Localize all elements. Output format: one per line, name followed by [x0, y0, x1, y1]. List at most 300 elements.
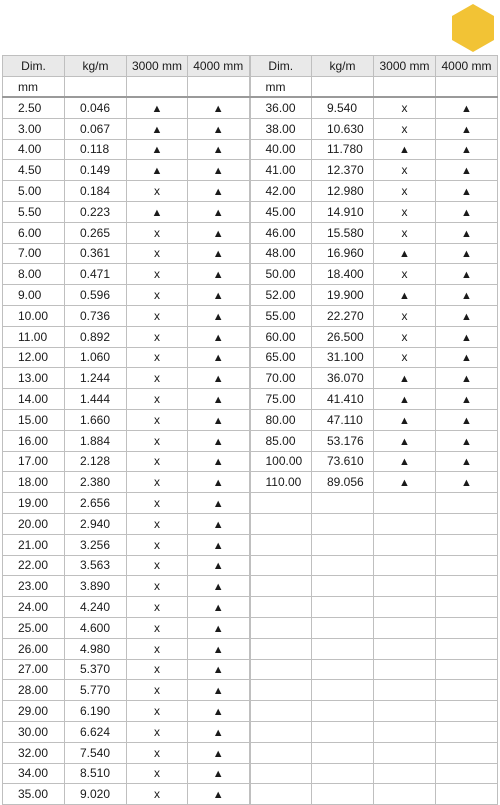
table-row — [3, 326, 498, 347]
length-4000-cell — [188, 659, 250, 680]
dim-cell: 32.00 — [3, 742, 65, 763]
table-row — [3, 680, 498, 701]
dim-cell: 70.00 — [250, 368, 312, 389]
unit-empty — [436, 77, 498, 98]
kg-per-m-cell: 0.265 — [65, 222, 127, 243]
length-3000-cell — [127, 638, 188, 659]
dim-cell: 35.00 — [3, 784, 65, 805]
length-4000-cell — [188, 409, 250, 430]
x-unavailable-mark: x — [154, 600, 160, 615]
length-3000-cell — [127, 784, 188, 805]
x-unavailable-mark: x — [154, 433, 160, 448]
triangle-available-icon: ▲ — [212, 123, 224, 136]
dim-cell — [250, 701, 312, 722]
kg-per-m-cell: 18.400 — [312, 264, 374, 285]
kg-per-m-cell: 31.100 — [312, 347, 374, 368]
dim-cell: 42.00 — [250, 181, 312, 202]
length-3000-cell — [127, 472, 188, 493]
table-row — [3, 493, 498, 514]
dim-cell — [250, 638, 312, 659]
length-3000-cell — [374, 701, 436, 722]
dim-cell: 60.00 — [250, 326, 312, 347]
length-3000-cell — [374, 201, 436, 222]
kg-per-m-cell: 0.471 — [65, 264, 127, 285]
kg-per-m-cell: 2.656 — [65, 493, 127, 514]
triangle-available-icon: ▲ — [461, 435, 472, 448]
x-unavailable-mark: x — [154, 662, 160, 677]
x-unavailable-mark: x — [154, 246, 160, 261]
triangle-available-icon: ▲ — [399, 248, 410, 261]
header-dim: Dim. — [3, 56, 65, 77]
dim-cell: 10.00 — [3, 305, 65, 326]
length-3000-cell — [374, 493, 436, 514]
length-4000-cell — [188, 742, 250, 763]
kg-per-m-cell — [312, 742, 374, 763]
length-4000-cell — [188, 763, 250, 784]
dim-cell: 15.00 — [3, 409, 65, 430]
length-3000-cell — [127, 389, 188, 410]
length-3000-cell — [374, 742, 436, 763]
table-row — [3, 118, 498, 139]
length-3000-cell — [374, 305, 436, 326]
length-4000-cell — [436, 181, 498, 202]
triangle-available-icon: ▲ — [212, 352, 224, 365]
length-4000-cell — [436, 721, 498, 742]
length-3000-cell — [374, 160, 436, 181]
length-3000-cell — [127, 430, 188, 451]
length-4000-cell — [436, 451, 498, 472]
length-4000-cell — [188, 513, 250, 534]
dim-cell: 24.00 — [3, 597, 65, 618]
dim-cell: 25.00 — [3, 617, 65, 638]
kg-per-m-cell: 4.600 — [65, 617, 127, 638]
kg-per-m-cell — [312, 576, 374, 597]
triangle-available-icon: ▲ — [212, 165, 224, 178]
triangle-available-icon: ▲ — [212, 456, 224, 469]
dim-cell: 13.00 — [3, 368, 65, 389]
length-4000-cell — [436, 285, 498, 306]
kg-per-m-cell: 41.410 — [312, 389, 374, 410]
x-unavailable-mark: x — [401, 184, 408, 199]
length-3000-cell — [127, 181, 188, 202]
x-unavailable-mark: x — [154, 454, 160, 469]
triangle-available-icon: ▲ — [461, 144, 472, 157]
kg-per-m-cell — [312, 701, 374, 722]
triangle-available-icon: ▲ — [399, 435, 410, 448]
unit-row — [3, 77, 498, 98]
kg-per-m-cell: 1.884 — [65, 430, 127, 451]
kg-per-m-cell — [312, 555, 374, 576]
triangle-available-icon: ▲ — [212, 477, 224, 490]
triangle-available-icon: ▲ — [212, 622, 224, 635]
triangle-available-icon: ▲ — [461, 165, 472, 178]
dim-cell: 27.00 — [3, 659, 65, 680]
triangle-available-icon: ▲ — [461, 123, 472, 136]
table-row — [3, 763, 498, 784]
triangle-available-icon: ▲ — [212, 144, 224, 157]
kg-per-m-cell: 0.223 — [65, 201, 127, 222]
unit-label: mm — [250, 77, 312, 98]
length-4000-cell — [188, 222, 250, 243]
kg-per-m-cell — [312, 680, 374, 701]
kg-per-m-cell: 89.056 — [312, 472, 374, 493]
length-4000-cell — [436, 555, 498, 576]
triangle-available-icon: ▲ — [461, 102, 472, 115]
header-4000mm: 4000 mm — [188, 56, 250, 77]
dim-cell: 30.00 — [3, 721, 65, 742]
x-unavailable-mark: x — [154, 766, 160, 781]
kg-per-m-cell: 8.510 — [65, 763, 127, 784]
triangle-available-icon: ▲ — [212, 706, 224, 718]
triangle-available-icon: ▲ — [461, 456, 472, 469]
dim-cell: 38.00 — [250, 118, 312, 139]
kg-per-m-cell: 3.256 — [65, 534, 127, 555]
dim-cell: 41.00 — [250, 160, 312, 181]
triangle-available-icon: ▲ — [212, 269, 224, 282]
length-3000-cell — [127, 555, 188, 576]
table-row — [3, 784, 498, 805]
length-4000-cell — [188, 493, 250, 514]
dim-cell: 50.00 — [250, 264, 312, 285]
length-4000-cell — [188, 285, 250, 306]
triangle-available-icon: ▲ — [212, 373, 224, 386]
length-4000-cell — [188, 721, 250, 742]
x-unavailable-mark: x — [154, 288, 160, 303]
triangle-available-icon: ▲ — [212, 726, 224, 739]
length-3000-cell — [127, 534, 188, 555]
table-row — [3, 638, 498, 659]
dim-cell: 9.00 — [3, 285, 65, 306]
dim-cell — [250, 534, 312, 555]
length-3000-cell — [374, 264, 436, 285]
triangle-available-icon: ▲ — [461, 331, 472, 344]
triangle-available-icon: ▲ — [212, 102, 224, 115]
x-unavailable-mark: x — [154, 516, 160, 531]
kg-per-m-cell: 47.110 — [312, 409, 374, 430]
table-row — [3, 701, 498, 722]
length-3000-cell — [374, 721, 436, 742]
triangle-available-icon: ▲ — [461, 269, 472, 282]
length-3000-cell — [127, 326, 188, 347]
length-4000-cell — [188, 181, 250, 202]
unit-empty — [188, 77, 250, 98]
length-4000-cell — [436, 493, 498, 514]
dim-cell: 36.00 — [250, 97, 312, 118]
table-row — [3, 534, 498, 555]
kg-per-m-cell: 73.610 — [312, 451, 374, 472]
triangle-available-icon: ▲ — [212, 435, 224, 448]
kg-per-m-cell: 1.660 — [65, 409, 127, 430]
length-3000-cell — [374, 576, 436, 597]
dim-cell: 12.00 — [3, 347, 65, 368]
x-unavailable-mark: x — [154, 683, 160, 698]
triangle-available-icon: ▲ — [151, 144, 163, 157]
length-4000-cell — [436, 534, 498, 555]
triangle-available-icon: ▲ — [212, 498, 224, 511]
kg-per-m-cell: 9.020 — [65, 784, 127, 805]
x-unavailable-mark: x — [154, 329, 160, 344]
length-4000-cell — [436, 576, 498, 597]
dim-cell — [250, 493, 312, 514]
table-row — [3, 659, 498, 680]
length-3000-cell — [374, 451, 436, 472]
length-3000-cell — [127, 201, 188, 222]
triangle-available-icon: ▲ — [212, 186, 224, 199]
table-row — [3, 409, 498, 430]
x-unavailable-mark: x — [154, 371, 160, 386]
kg-per-m-cell: 0.149 — [65, 160, 127, 181]
kg-per-m-cell: 0.596 — [65, 285, 127, 306]
triangle-available-icon: ▲ — [212, 768, 224, 781]
triangle-available-icon: ▲ — [461, 373, 472, 386]
length-4000-cell — [188, 139, 250, 160]
dim-cell: 3.00 — [3, 118, 65, 139]
x-unavailable-mark: x — [154, 537, 160, 552]
kg-per-m-cell — [312, 721, 374, 742]
x-unavailable-mark: x — [154, 641, 160, 656]
hexagon-icon — [450, 3, 496, 53]
triangle-available-icon: ▲ — [461, 227, 472, 240]
kg-per-m-cell: 12.980 — [312, 181, 374, 202]
triangle-available-icon: ▲ — [461, 186, 472, 199]
dim-cell: 5.50 — [3, 201, 65, 222]
length-3000-cell — [374, 617, 436, 638]
length-4000-cell — [436, 472, 498, 493]
kg-per-m-cell: 0.067 — [65, 118, 127, 139]
length-4000-cell — [188, 680, 250, 701]
dim-cell — [250, 742, 312, 763]
x-unavailable-mark: x — [154, 350, 160, 365]
length-3000-cell — [127, 721, 188, 742]
length-4000-cell — [188, 617, 250, 638]
triangle-available-icon: ▲ — [461, 394, 472, 407]
triangle-available-icon: ▲ — [212, 560, 224, 573]
length-4000-cell — [436, 659, 498, 680]
unit-empty — [374, 77, 436, 98]
length-4000-cell — [436, 160, 498, 181]
x-unavailable-mark: x — [154, 412, 160, 427]
length-4000-cell — [188, 97, 250, 118]
kg-per-m-cell: 16.960 — [312, 243, 374, 264]
header-4000mm: 4000 mm — [436, 56, 498, 77]
table-row — [3, 742, 498, 763]
kg-per-m-cell: 2.128 — [65, 451, 127, 472]
table-row — [3, 201, 498, 222]
x-unavailable-mark: x — [154, 745, 160, 760]
length-3000-cell — [127, 409, 188, 430]
triangle-available-icon: ▲ — [212, 331, 224, 344]
triangle-available-icon: ▲ — [212, 394, 224, 407]
triangle-available-icon: ▲ — [399, 414, 410, 427]
length-3000-cell — [374, 659, 436, 680]
length-3000-cell — [127, 659, 188, 680]
length-4000-cell — [436, 597, 498, 618]
dim-cell — [250, 576, 312, 597]
length-3000-cell — [374, 285, 436, 306]
dim-cell — [250, 659, 312, 680]
kg-per-m-cell: 0.736 — [65, 305, 127, 326]
table-row — [3, 472, 498, 493]
triangle-available-icon: ▲ — [399, 373, 410, 386]
table-row — [3, 368, 498, 389]
length-3000-cell — [374, 513, 436, 534]
length-4000-cell — [436, 222, 498, 243]
triangle-available-icon: ▲ — [212, 685, 224, 698]
length-4000-cell — [188, 368, 250, 389]
kg-per-m-cell: 5.370 — [65, 659, 127, 680]
length-4000-cell — [188, 597, 250, 618]
table-row — [3, 347, 498, 368]
dim-cell: 40.00 — [250, 139, 312, 160]
dim-cell: 7.00 — [3, 243, 65, 264]
triangle-available-icon: ▲ — [212, 581, 224, 594]
table-row — [3, 617, 498, 638]
kg-per-m-cell: 3.890 — [65, 576, 127, 597]
triangle-available-icon: ▲ — [212, 789, 224, 802]
dim-cell: 29.00 — [3, 701, 65, 722]
length-4000-cell — [436, 701, 498, 722]
length-4000-cell — [436, 201, 498, 222]
length-4000-cell — [436, 97, 498, 118]
triangle-available-icon: ▲ — [212, 643, 224, 656]
dim-cell: 48.00 — [250, 243, 312, 264]
length-4000-cell — [188, 243, 250, 264]
unit-empty — [312, 77, 374, 98]
length-4000-cell — [188, 264, 250, 285]
triangle-available-icon: ▲ — [212, 414, 224, 427]
dim-cell: 14.00 — [3, 389, 65, 410]
triangle-available-icon: ▲ — [151, 102, 163, 115]
dim-cell: 16.00 — [3, 430, 65, 451]
kg-per-m-cell: 2.380 — [65, 472, 127, 493]
length-3000-cell — [374, 347, 436, 368]
table-row — [3, 160, 498, 181]
triangle-available-icon: ▲ — [151, 165, 163, 178]
length-4000-cell — [188, 160, 250, 181]
length-3000-cell — [374, 555, 436, 576]
triangle-available-icon: ▲ — [461, 352, 472, 365]
length-3000-cell — [127, 285, 188, 306]
length-3000-cell — [374, 97, 436, 118]
length-3000-cell — [127, 243, 188, 264]
table-row — [3, 181, 498, 202]
kg-per-m-cell: 0.118 — [65, 139, 127, 160]
length-3000-cell — [127, 451, 188, 472]
length-4000-cell — [188, 430, 250, 451]
triangle-available-icon: ▲ — [461, 248, 472, 261]
kg-per-m-cell: 4.980 — [65, 638, 127, 659]
length-4000-cell — [436, 389, 498, 410]
length-3000-cell — [127, 701, 188, 722]
length-4000-cell — [188, 638, 250, 659]
x-unavailable-mark: x — [154, 579, 160, 594]
triangle-available-icon: ▲ — [212, 518, 224, 531]
triangle-available-icon: ▲ — [212, 602, 224, 615]
table-row — [3, 243, 498, 264]
dim-cell — [250, 721, 312, 742]
length-3000-cell — [127, 305, 188, 326]
table-row — [3, 389, 498, 410]
kg-per-m-cell — [312, 617, 374, 638]
dim-cell: 4.00 — [3, 139, 65, 160]
x-unavailable-mark: x — [154, 392, 160, 407]
x-unavailable-mark: x — [154, 475, 160, 490]
length-4000-cell — [436, 430, 498, 451]
length-3000-cell — [374, 222, 436, 243]
length-3000-cell — [374, 430, 436, 451]
length-4000-cell — [188, 389, 250, 410]
length-3000-cell — [374, 409, 436, 430]
kg-per-m-cell: 2.940 — [65, 513, 127, 534]
kg-per-m-cell — [312, 597, 374, 618]
triangle-available-icon: ▲ — [151, 206, 163, 219]
length-4000-cell — [188, 451, 250, 472]
length-3000-cell — [374, 139, 436, 160]
length-3000-cell — [374, 368, 436, 389]
table-row — [3, 305, 498, 326]
table-row — [3, 285, 498, 306]
table-row — [3, 97, 498, 118]
unit-empty — [65, 77, 127, 98]
kg-per-m-cell: 19.900 — [312, 285, 374, 306]
length-4000-cell — [436, 347, 498, 368]
dim-cell: 75.00 — [250, 389, 312, 410]
dim-cell: 4.50 — [3, 160, 65, 181]
length-3000-cell — [374, 243, 436, 264]
length-4000-cell — [436, 763, 498, 784]
length-4000-cell — [436, 680, 498, 701]
kg-per-m-cell: 12.370 — [312, 160, 374, 181]
x-unavailable-mark: x — [401, 350, 408, 365]
kg-per-m-cell: 6.190 — [65, 701, 127, 722]
dim-cell — [250, 555, 312, 576]
length-3000-cell — [374, 118, 436, 139]
kg-per-m-cell: 11.780 — [312, 139, 374, 160]
unit-label: mm — [3, 77, 65, 98]
dim-cell: 65.00 — [250, 347, 312, 368]
triangle-available-icon: ▲ — [461, 206, 472, 219]
length-3000-cell — [127, 139, 188, 160]
x-unavailable-mark: x — [154, 184, 160, 199]
x-unavailable-mark: x — [154, 308, 160, 323]
dimension-weight-table — [2, 55, 498, 805]
kg-per-m-cell: 22.270 — [312, 305, 374, 326]
table-row — [3, 430, 498, 451]
dim-cell: 22.00 — [3, 555, 65, 576]
x-unavailable-mark: x — [401, 329, 408, 344]
x-unavailable-mark: x — [154, 620, 160, 635]
header-row — [3, 56, 498, 77]
dim-cell: 23.00 — [3, 576, 65, 597]
length-3000-cell — [374, 763, 436, 784]
kg-per-m-cell — [312, 659, 374, 680]
length-3000-cell — [127, 763, 188, 784]
x-unavailable-mark: x — [154, 496, 160, 511]
triangle-available-icon: ▲ — [151, 123, 163, 136]
x-unavailable-mark: x — [401, 100, 408, 115]
table-row — [3, 513, 498, 534]
length-3000-cell — [127, 160, 188, 181]
length-4000-cell — [436, 638, 498, 659]
length-3000-cell — [374, 326, 436, 347]
kg-per-m-cell: 4.240 — [65, 597, 127, 618]
length-4000-cell — [436, 513, 498, 534]
kg-per-m-cell — [312, 784, 374, 805]
x-unavailable-mark: x — [154, 558, 160, 573]
x-unavailable-mark: x — [154, 724, 160, 739]
table-row — [3, 139, 498, 160]
triangle-available-icon: ▲ — [399, 290, 410, 303]
